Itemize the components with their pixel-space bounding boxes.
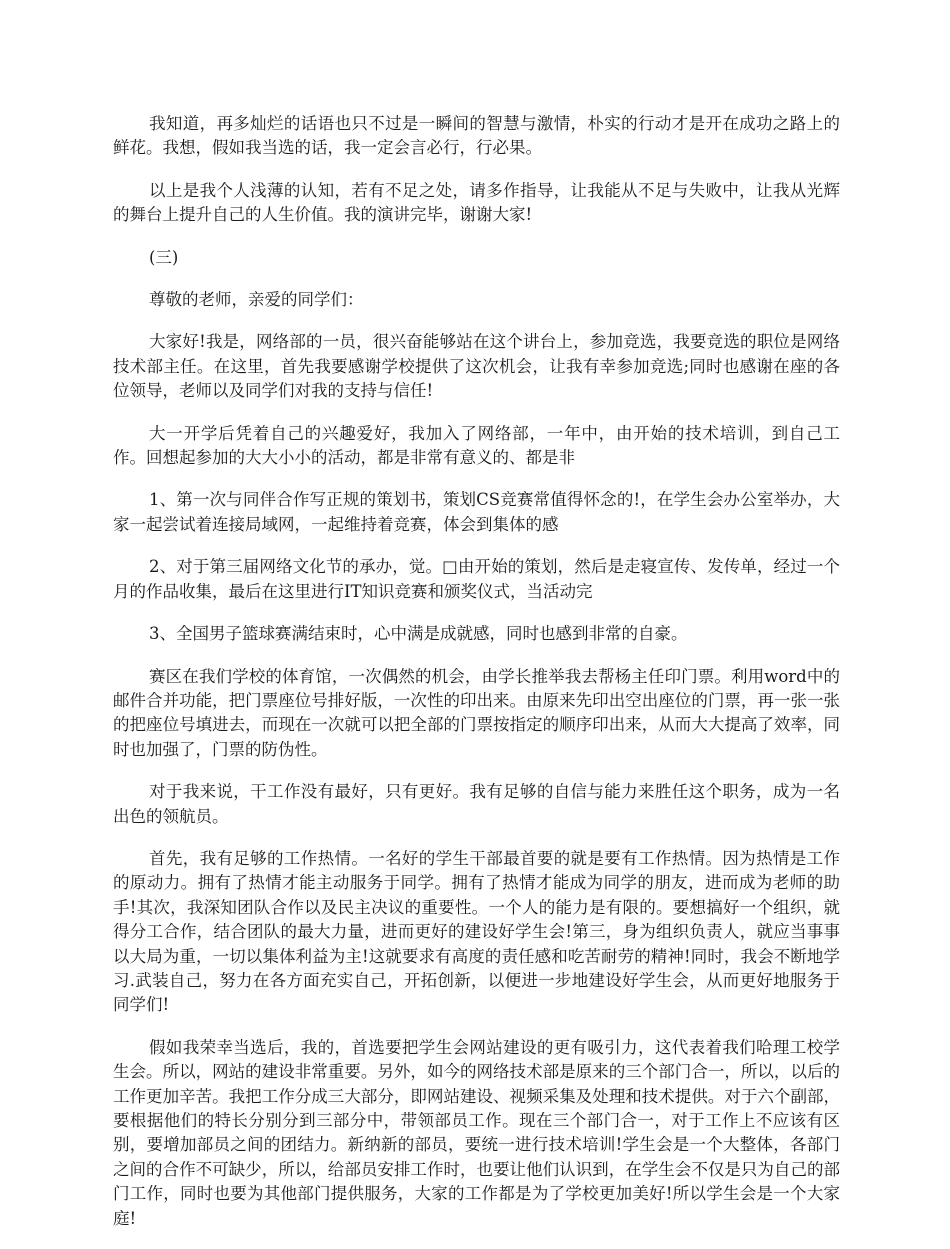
paragraph: 以上是我个人浅薄的认知，若有不足之处，请多作指导，让我能从不足与失败中，让我从光辉的舞台上提升自己的人生价值。我的演讲完毕，谢谢大家! xyxy=(113,180,840,225)
paragraph: 大家好!我是，网络部的一员，很兴奋能够站在这个讲台上，参加竞选，我要竞选的职位是网络技术部主任。在这里，首先我要感谢学校提供了这次机会，让我有幸参加竞选;同时也感谢在座的各位领导，老师以及同学们对我的支持与信任! xyxy=(113,332,840,401)
document-body xyxy=(113,112,840,1249)
paragraph: 大一开学后凭着自己的兴趣爱好，我加入了网络部，一年中，由开始的技术培训，到自己工作。回想起参加的大大小小的活动，都是非常有意义的、都是非 xyxy=(113,423,840,468)
paragraph: 赛区在我们学校的体育馆，一次偶然的机会，由学长推举我去帮杨主任印门票。利用word中的邮件合并功能，把门票座位号排好版，一次性的印出来。由原来先印出空出座位的门票，再一张一张的把座位号填进去，而现在一次就可以把全部的门票按指定的顺序印出来，从而大大提高了效率，同时也加强了，门票的防伪性。 xyxy=(113,666,840,759)
section-number: (三) xyxy=(149,247,179,267)
list-item: 2、对于第三届网络文化节的承办，觉。□由开始的策划，然后是走寝宣传、发传单，经过一个月的作品收集，最后在这里进行IT知识竞赛和颁奖仪式，当活动完 xyxy=(113,557,840,601)
paragraph: 假如我荣幸当选后，我的，首选要把学生会网站建设的更有吸引力，这代表着我们哈理工校学生会。所以，网站的建设非常重要。另外，如今的网络技术部是原来的三个部门合一，所以，以后的工作更加辛苦。我把工作分成三大部分，即网站建设、视频采集及处理和技术提供。对于六个副部，要根据他们的特长分别分到三部分中，带领部员工作。现在三个部门合一，对于工作上不应该有区别，要增加部员之间的团结力。新纳新的部员，要统一进行技术培训!学生会是一个大整体，各部门之间的合作不可缺少，所以，给部员安排工作时，也要让他们认识到，在学生会不仅是只为自己的部门工作，同时也要为其他部门提供服务，大家的工作都是为了学校更加美好!所以学生会是一个大家庭! xyxy=(113,1037,840,1228)
list-item: 3、全国男子篮球赛满结束时，心中满是成就感，同时也感到非常的自豪。 xyxy=(149,624,688,644)
paragraph: 我知道，再多灿烂的话语也只不过是一瞬间的智慧与激情，朴实的行动才是开在成功之路上的鲜花。我想，假如我当选的话，我一定会言必行，行必果。 xyxy=(113,114,840,158)
list-item: 1、第一次与同伴合作写正规的策划书，策划CS竞赛常值得怀念的!，在学生会办公室举办，大家一起尝试着连接局域网，一起维持着竞赛，体会到集体的感 xyxy=(113,490,840,534)
paragraph: 首先，我有足够的工作热情。一名好的学生干部最首要的就是要有工作热情。因为热情是工作的原动力。拥有了热情才能主动服务于同学。拥有了热情才能成为同学的朋友，进而成为老师的助手!其次，我深知团队合作以及民主决议的重要性。一个人的能力是有限的。要想搞好一个组织，就得分工合作，结合团队的最大力量，进而更好的建设好学生会!第三，身为组织负责人，就应当事事以大局为重，一切以集体利益为主!这就要求有高度的责任感和吃苦耐劳的精神!同时，我会不断地学习.武装自己，努力在各方面充实自己，开拓创新，以便进一步地建设好学生会，从而更好地服务于同学们! xyxy=(113,848,840,1015)
salutation: 尊敬的老师，亲爱的同学们： xyxy=(149,290,364,310)
paragraph: 对于我来说，干工作没有最好，只有更好。我有足够的自信与能力来胜任这个职务，成为一名出色的领航员。 xyxy=(113,782,840,826)
